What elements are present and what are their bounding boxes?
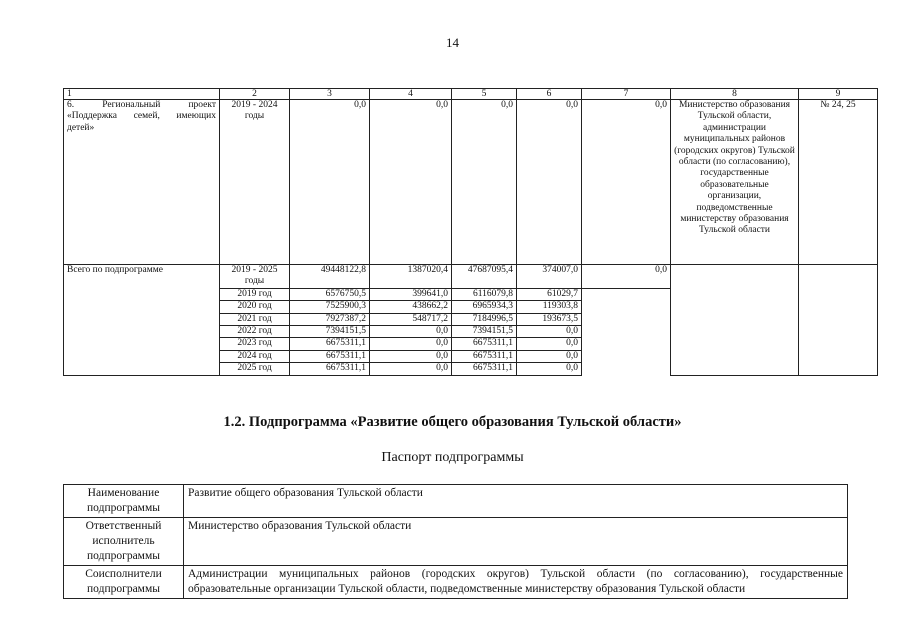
year-label: 2024 год bbox=[220, 350, 290, 362]
project-row bbox=[64, 100, 878, 265]
project-value-5: 0,0 bbox=[452, 100, 517, 265]
column-number-row bbox=[64, 89, 878, 100]
year-value-5: 6675311,1 bbox=[452, 350, 517, 362]
col-num-8: 8 bbox=[671, 89, 799, 100]
passport-value: Министерство образования Тульской области bbox=[184, 518, 848, 566]
project-executor: Министерство образования Тульской области, администрации муниципальных районов (городских округов) Тульской области (по согласованию), государственные образовательные организации, подведомственные министерству образования Тульской области bbox=[671, 100, 799, 265]
passport-label: Наименование подпрограммы bbox=[64, 485, 184, 518]
passport-row bbox=[64, 485, 848, 518]
year-value-3: 6675311,1 bbox=[290, 338, 370, 350]
project-value-4: 0,0 bbox=[370, 100, 452, 265]
year-value-5: 6965934,3 bbox=[452, 301, 517, 313]
col-num-2: 2 bbox=[220, 89, 290, 100]
project-name: 6. Региональный проект «Поддержка семей, имеющих детей» bbox=[64, 100, 220, 265]
page-number: 14 bbox=[446, 35, 459, 50]
year-label: 2019 год bbox=[220, 288, 290, 300]
year-value-4: 0,0 bbox=[370, 363, 452, 375]
year-label: 2025 год bbox=[220, 363, 290, 375]
passport-row bbox=[64, 518, 848, 566]
col-num-5: 5 bbox=[452, 89, 517, 100]
total-value-3: 49448122,8 bbox=[290, 265, 370, 289]
col-num-6: 6 bbox=[517, 89, 582, 100]
year-label: 2022 год bbox=[220, 326, 290, 338]
year-value-6: 0,0 bbox=[517, 326, 582, 338]
year-value-5: 6675311,1 bbox=[452, 363, 517, 375]
year-value-3: 7394151,5 bbox=[290, 326, 370, 338]
col7-blank bbox=[582, 288, 671, 375]
year-value-3: 7525900,3 bbox=[290, 301, 370, 313]
total-value-5: 47687095,4 bbox=[452, 265, 517, 289]
total-period: 2019 - 2025 годы bbox=[220, 265, 290, 289]
subprogram-heading: 1.2. Подпрограмма «Развитие общего образования Тульской области» bbox=[223, 414, 682, 430]
col-num-1: 1 bbox=[64, 89, 220, 100]
year-value-5: 7184996,5 bbox=[452, 313, 517, 325]
passport-value: Администрации муниципальных районов (городских округов) Тульской области (по согласованию), государственные образовательные организации Тульской области, подведомственные министерству образования Тульской области bbox=[184, 566, 848, 599]
year-value-4: 0,0 bbox=[370, 326, 452, 338]
project-period: 2019 - 2024 годы bbox=[220, 100, 290, 265]
year-value-6: 61029,7 bbox=[517, 288, 582, 300]
project-indicators: № 24, 25 bbox=[799, 100, 878, 265]
total-label: Всего по подпрограмме bbox=[64, 265, 220, 376]
project-value-7: 0,0 bbox=[582, 100, 671, 265]
total-row bbox=[64, 265, 878, 289]
year-value-4: 0,0 bbox=[370, 350, 452, 362]
year-value-4: 399641,0 bbox=[370, 288, 452, 300]
year-value-4: 438662,2 bbox=[370, 301, 452, 313]
col-num-4: 4 bbox=[370, 89, 452, 100]
col-num-9: 9 bbox=[799, 89, 878, 100]
year-value-5: 6675311,1 bbox=[452, 338, 517, 350]
total-value-6: 374007,0 bbox=[517, 265, 582, 289]
year-value-5: 6116079,8 bbox=[452, 288, 517, 300]
col-num-7: 7 bbox=[582, 89, 671, 100]
passport-table bbox=[63, 484, 848, 599]
year-value-4: 0,0 bbox=[370, 338, 452, 350]
passport-label: Ответственный исполнитель подпрограммы bbox=[64, 518, 184, 566]
budget-table bbox=[63, 88, 878, 376]
year-value-6: 193673,5 bbox=[517, 313, 582, 325]
total-indicators-empty bbox=[799, 265, 878, 376]
project-value-6: 0,0 bbox=[517, 100, 582, 265]
year-label: 2021 год bbox=[220, 313, 290, 325]
passport-row bbox=[64, 566, 848, 599]
col-num-3: 3 bbox=[290, 89, 370, 100]
year-value-3: 6576750,5 bbox=[290, 288, 370, 300]
year-value-3: 6675311,1 bbox=[290, 363, 370, 375]
total-value-4: 1387020,4 bbox=[370, 265, 452, 289]
project-value-3: 0,0 bbox=[290, 100, 370, 265]
year-value-6: 0,0 bbox=[517, 350, 582, 362]
year-value-4: 548717,2 bbox=[370, 313, 452, 325]
year-value-6: 0,0 bbox=[517, 338, 582, 350]
year-value-6: 0,0 bbox=[517, 363, 582, 375]
passport-value: Развитие общего образования Тульской области bbox=[184, 485, 848, 518]
year-value-3: 7927387,2 bbox=[290, 313, 370, 325]
year-label: 2020 год bbox=[220, 301, 290, 313]
passport-title: Паспорт подпрограммы bbox=[381, 450, 524, 465]
year-label: 2023 год bbox=[220, 338, 290, 350]
total-value-7: 0,0 bbox=[582, 265, 671, 289]
passport-label: Соисполнители подпрограммы bbox=[64, 566, 184, 599]
total-executor-empty bbox=[671, 265, 799, 376]
year-value-5: 7394151,5 bbox=[452, 326, 517, 338]
year-value-6: 119303,8 bbox=[517, 301, 582, 313]
year-value-3: 6675311,1 bbox=[290, 350, 370, 362]
